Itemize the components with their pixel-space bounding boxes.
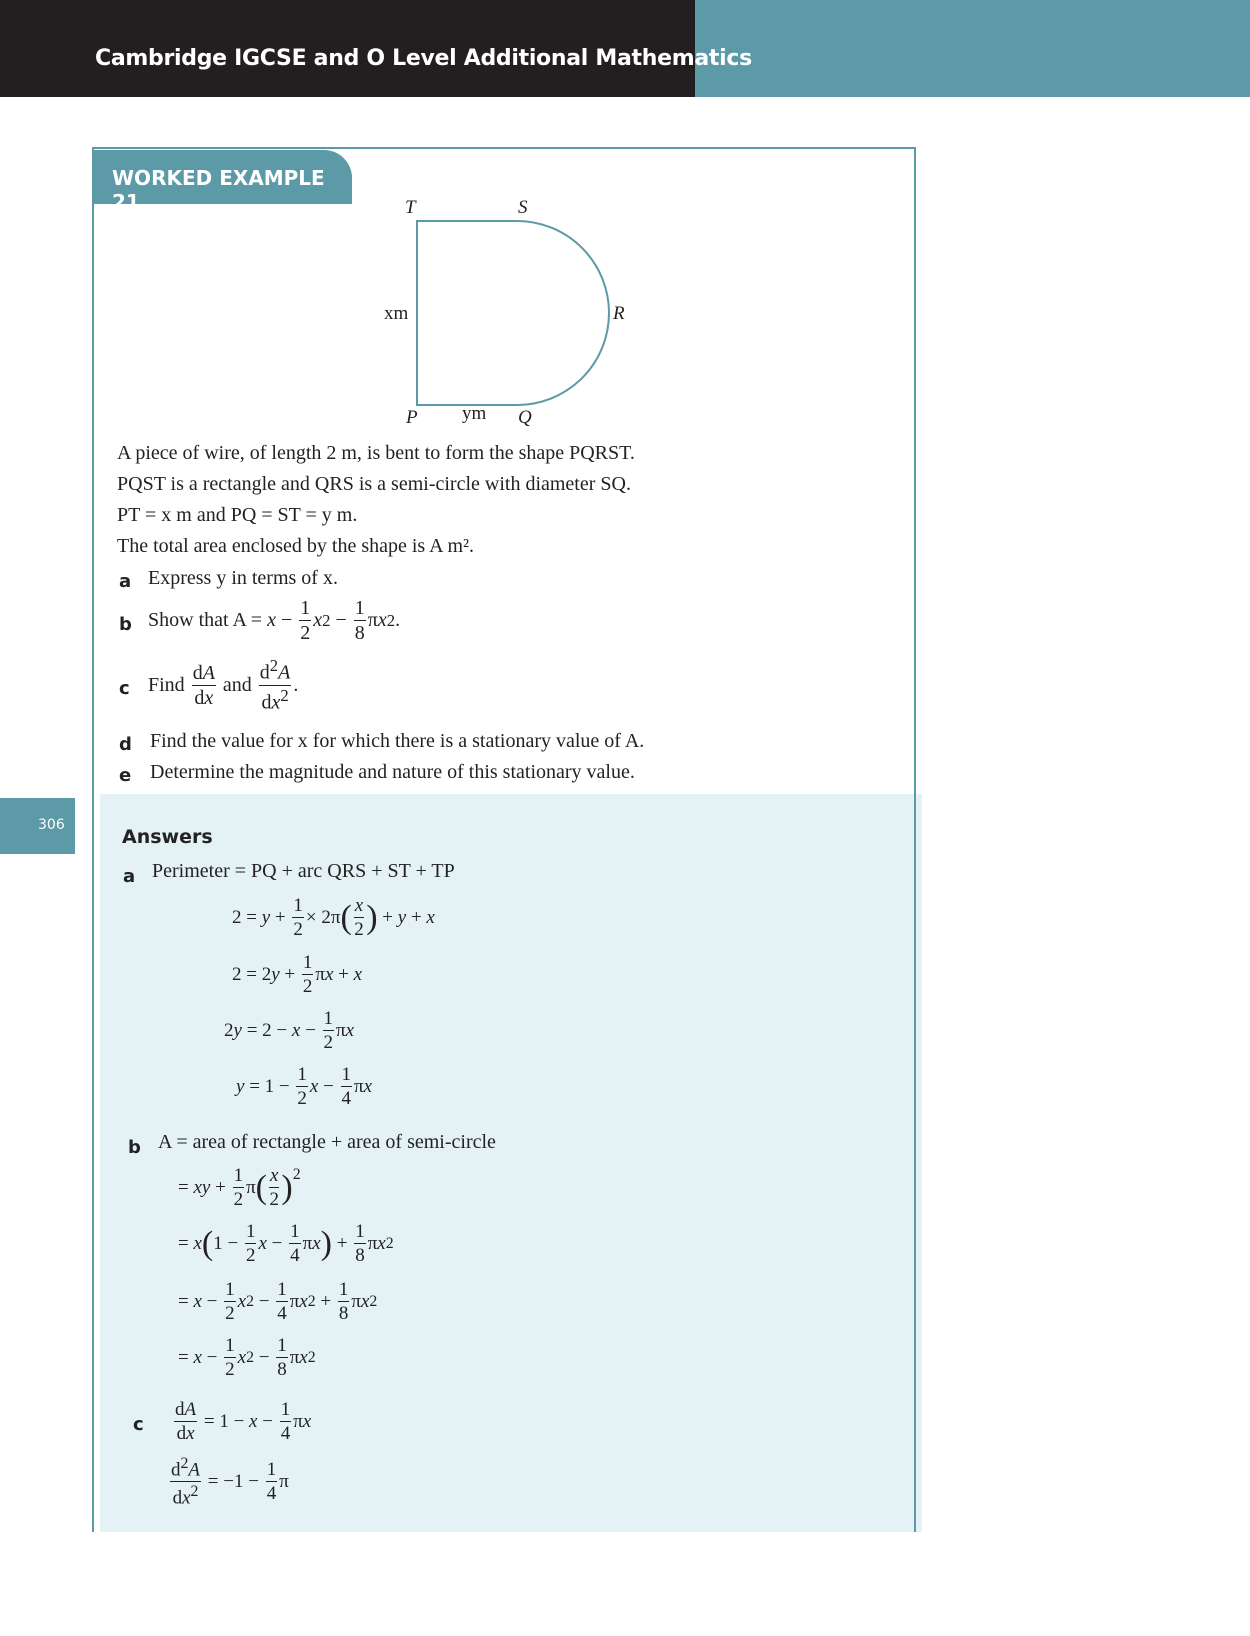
label-T: T xyxy=(405,197,416,218)
answer-c-step-1: $\frac{dA}{dx}$ = 1 − x − $\frac{1}{4}$ π x xyxy=(175,1399,312,1444)
answer-c-letter: c xyxy=(133,1414,144,1435)
part-d-letter: d xyxy=(119,734,132,755)
question-line-4: The total area enclosed by the shape is A m². xyxy=(117,535,475,557)
answer-b-step-4: = x − $\frac{1}{2}$ x 2 − $\frac{1}{8}$ π x 2 xyxy=(178,1335,316,1380)
label-S: S xyxy=(518,197,528,218)
part-a-letter: a xyxy=(119,571,132,592)
label-xm: xm xyxy=(384,303,409,324)
answer-b-letter: b xyxy=(128,1137,141,1158)
book-title: Cambridge IGCSE and O Level Additional Mathematics xyxy=(95,46,752,71)
answer-a-step-2: 2 = 2 y + $\frac{1}{2}$ π x + x xyxy=(232,952,363,997)
label-R: R xyxy=(613,303,625,324)
label-ym: ym xyxy=(462,403,487,424)
part-e-letter: e xyxy=(119,765,132,786)
page-number: 306 xyxy=(38,817,65,833)
part-d-text: Find the value for x for which there is a stationary value of A. xyxy=(150,730,645,752)
semicircle-arc xyxy=(517,221,609,405)
answer-c-step-2: $\frac{d^2A}{dx^2}$ = −1 − $\frac{1}{4}$ π xyxy=(171,1455,289,1509)
answer-b-step-3: = x − $\frac{1}{2}$ x 2 − $\frac{1}{4}$ π x 2 + $\frac{1}{8}$ π x 2 xyxy=(178,1279,378,1324)
part-c-letter: c xyxy=(119,678,130,699)
part-a-text: Express y in terms of x. xyxy=(148,567,338,589)
part-c-text: Find xyxy=(148,673,185,696)
part-b-text: Show that A = xyxy=(148,609,263,631)
worked-example-tab xyxy=(92,150,352,214)
label-Q: Q xyxy=(518,407,532,428)
question-line-3: PT = x m and PQ = ST = y m. xyxy=(117,504,358,526)
part-b-letter: b xyxy=(119,614,132,635)
part-b-formula: Show that A = x − $\frac{1}{2}$ x 2 − $\frac{1}{8}$ π x 2 . xyxy=(148,597,401,644)
answer-a-letter: a xyxy=(123,866,136,887)
part-e-text: Determine the magnitude and nature of this stationary value. xyxy=(150,761,635,783)
answer-a-step-1: 2 = y + $\frac{1}{2}$ × 2π ( $\frac{x}{2}$ ) + y + x xyxy=(232,895,435,940)
question-line-1: A piece of wire, of length 2 m, is bent to form the shape PQRST. xyxy=(117,442,635,464)
question-line-2: PQST is a rectangle and QRS is a semi-circle with diameter SQ. xyxy=(117,473,631,495)
shape-diagram xyxy=(370,195,700,435)
part-c-formula: Find $\frac{dA}{dx}$ and $\frac{d^2A}{dx^2}$ . xyxy=(148,656,299,714)
answers-heading: Answers xyxy=(122,826,213,848)
label-P: P xyxy=(406,407,418,428)
answer-b-step-1: = xy + $\frac{1}{2}$ π ( $\frac{x}{2}$ ) $^2$ xyxy=(178,1165,301,1210)
rectangle-sides xyxy=(417,221,517,405)
header-teal-band xyxy=(695,0,1250,97)
answer-a-step-4: y = 1 − $\frac{1}{2}$ x − $\frac{1}{4}$ π x xyxy=(236,1064,373,1109)
worked-example-label: WORKED EXAMPLE 21 xyxy=(112,166,325,214)
answer-a-step-3: 2 y = 2 − x − $\frac{1}{2}$ π x xyxy=(224,1008,355,1053)
answer-b-step-2: = x ( 1 − $\frac{1}{2}$ x − $\frac{1}{4}$ π x ) + $\frac{1}{8}$ π x 2 xyxy=(178,1221,394,1266)
answer-a-line-1: Perimeter = PQ + arc QRS + ST + TP xyxy=(152,860,455,882)
answer-b-line-1: A = area of rectangle + area of semi-circle xyxy=(158,1131,496,1153)
page-number-tab xyxy=(0,798,75,854)
